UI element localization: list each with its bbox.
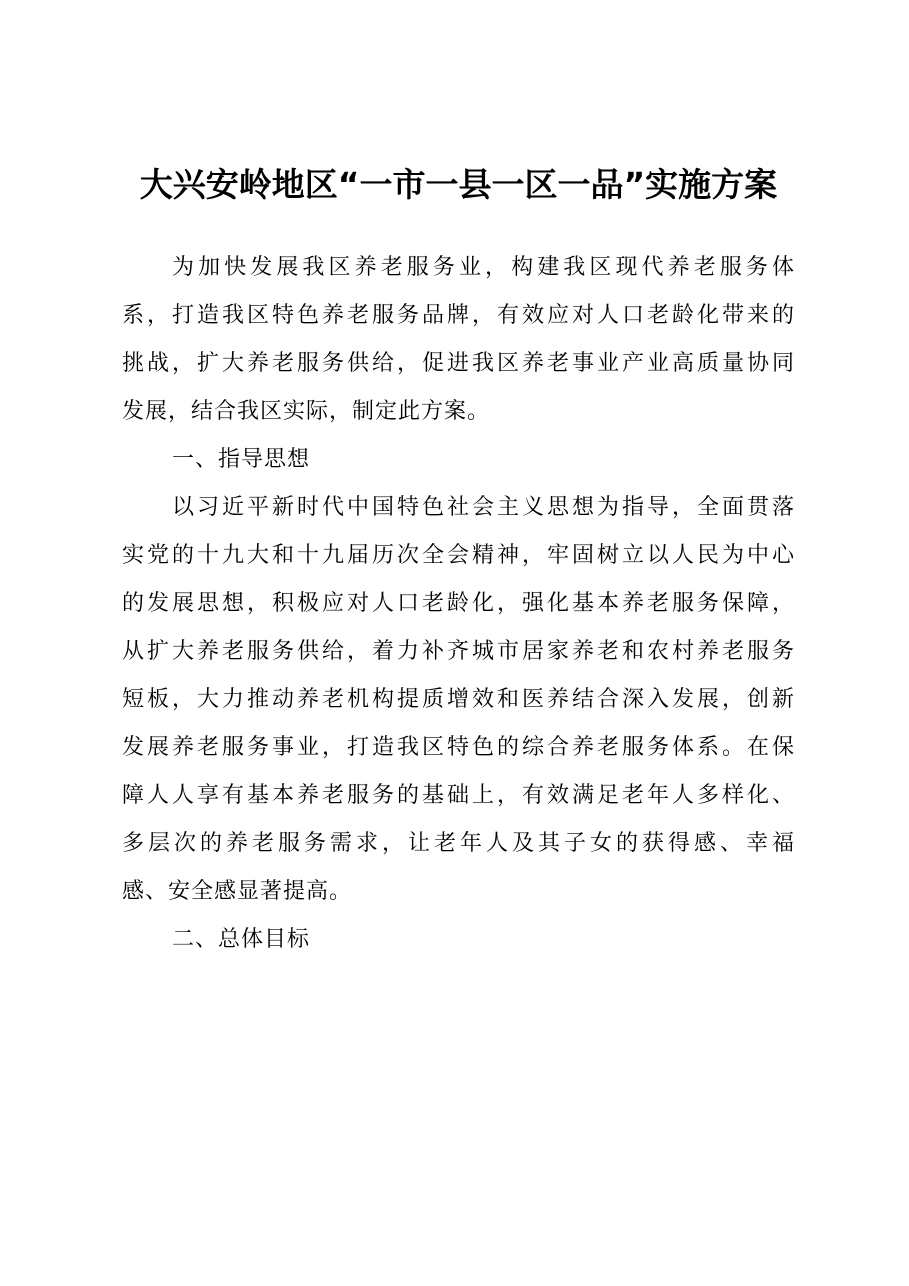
paragraph-line: 短板，大力推动养老机构提质增效和医养结合深入发展，创新 — [122, 687, 795, 712]
paragraph-line: 感、安全感显著提高。 — [122, 879, 353, 904]
document-title: 大兴安岭地区“一市一县一区一品”实施方案 — [139, 165, 778, 204]
paragraph-line: 以习近平新时代中国特色社会主义思想为指导，全面贯落 — [172, 495, 795, 520]
section-heading-overall-goals — [122, 916, 795, 964]
section-heading: 一、指导思想 — [172, 447, 311, 472]
paragraph-line: 为加快发展我区养老服务业，构建我区现代养老服务体 — [172, 255, 795, 280]
paragraph-line: 多层次的养老服务需求，让老年人及其子女的获得感、幸福 — [122, 831, 795, 856]
paragraph-line: 从扩大养老服务供给，着力补齐城市居家养老和农村养老服务 — [122, 639, 795, 664]
paragraph-intro — [122, 244, 795, 436]
paragraph-line: 的发展思想，积极应对人口老龄化，强化基本养老服务保障， — [122, 591, 795, 616]
paragraph-line: 实党的十九大和十九届历次全会精神，牢固树立以人民为中心 — [122, 543, 795, 568]
paragraph-line: 发展，结合我区实际，制定此方案。 — [122, 399, 491, 424]
paragraph-guiding-ideology — [122, 484, 795, 916]
paragraph-line: 发展养老服务事业，打造我区特色的综合养老服务体系。在保 — [122, 735, 795, 760]
document-body — [122, 244, 795, 964]
paragraph-line: 系，打造我区特色养老服务品牌，有效应对人口老龄化带来的 — [122, 303, 795, 328]
section-heading-guiding-ideology — [122, 436, 795, 484]
paragraph-line: 挑战，扩大养老服务供给，促进我区养老事业产业高质量协同 — [122, 351, 795, 376]
section-heading: 二、总体目标 — [172, 927, 311, 952]
paragraph-line: 障人人享有基本养老服务的基础上，有效满足老年人多样化、 — [122, 783, 795, 808]
